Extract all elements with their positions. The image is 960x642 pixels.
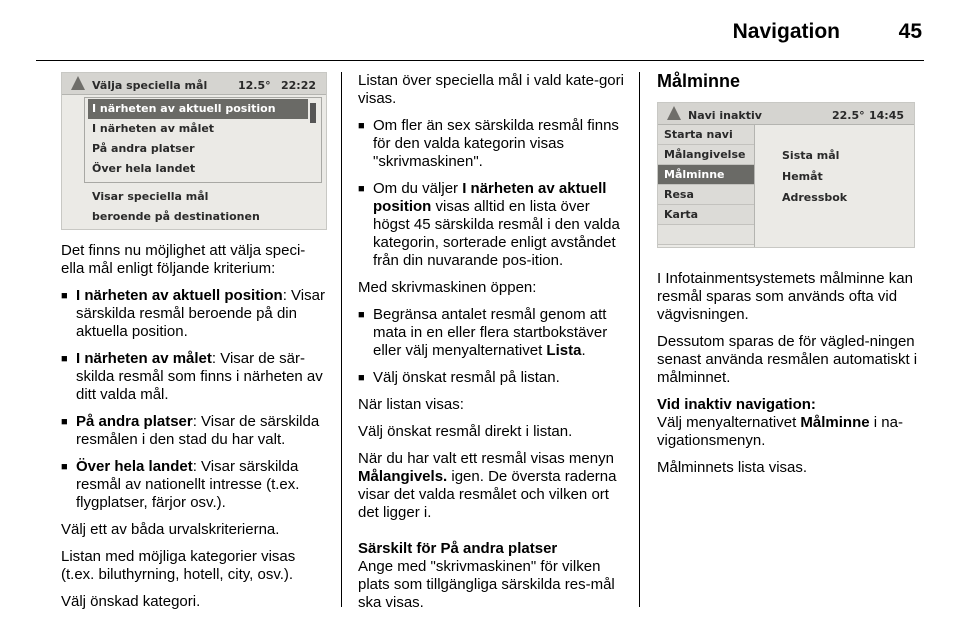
menu-item-trip[interactable]: Resa [658,185,754,205]
paragraph: Välj ett av båda urvalskriterierna. [61,521,280,538]
clock-readout: 22:22 [280,79,316,92]
menu-item-empty [658,225,754,245]
list-item[interactable]: På andra platser [92,142,195,155]
paragraph: Listan med möjliga kategorier visas (t.ex. biluthyrning, hotell, city, osv.). [61,548,296,583]
list-item[interactable]: I närheten av målet [92,122,215,135]
screen-title: Navi inaktiv [688,109,762,122]
paragraph: Dessutom sparas de för vägled-ningen senast använda resmålen automatiskt i målminnet. [657,333,918,386]
memory-options [782,145,847,208]
warning-triangle-icon [71,76,85,90]
bullet-item: ■ Välj önskat resmål på listan. [358,369,624,387]
paragraph: Välj önskad kategori. [61,593,201,610]
menu-item-destination-memory[interactable]: Målminne [658,165,754,185]
list-item[interactable]: Över hela landet [92,162,196,175]
column-divider-1 [341,72,342,607]
scrollbar-thumb[interactable] [310,103,316,123]
paragraph: Listan över speciella mål i vald kate-gori visas. [358,72,624,107]
menu-item-map[interactable]: Karta [658,205,754,225]
bullet-item: ■ I närheten av aktuell position: Visar särskilda resmål beroende på din aktuella position. [61,287,327,341]
screen-footer [92,187,260,227]
intro-paragraph: Det finns nu möjlighet att välja speci-ella mål enligt följande kriterium: [61,242,306,277]
header-rule [36,60,924,61]
section-heading: Målminne [657,71,741,91]
option-address-book[interactable]: Adressbok [782,191,848,204]
bullet-item: ■ Över hela landet: Visar särskilda resmål av nationellt intresse (t.ex. flygplatser, färjor osv.). [61,458,327,512]
option-home[interactable]: Hemåt [782,170,823,183]
screen-status-bar [658,103,914,125]
column-1 [61,72,327,620]
warning-triangle-icon [667,106,681,120]
special-destinations-screen [61,72,327,230]
footer-line: Visar speciella mål [92,190,209,203]
column-2 [358,72,624,621]
column-divider-2 [639,72,640,607]
menu-item-destination-entry[interactable]: Målangivelse [658,145,754,165]
subheading: Särskilt för På andra platser [358,540,558,557]
temperature-readout: 12.5° [238,79,271,92]
menu-divider [754,125,755,247]
section-title: Navigation [732,20,840,43]
temperature-readout: 22.5° [832,109,865,122]
option-last-destinations[interactable]: Sista mål [782,149,840,162]
bullet-item: ■ Begränsa antalet resmål genom att mata in en eller flera startbokstäver eller välj menyalternativet Lista. [358,306,624,360]
screen-status-bar [62,73,326,95]
paragraph: I Infotainmentsystemets målminne kan resmål sparas som används ofta vid vägvisningen. [657,270,913,323]
paragraph: Välj menyalternativet Målminne i na-vigationsmenyn. [657,414,903,449]
screen-title: Välja speciella mål [92,79,208,92]
navigation-menu [658,125,754,245]
subheading: Vid inaktiv navigation: [657,396,816,413]
page-number: 45 [898,20,922,43]
menu-item-start-navi[interactable]: Starta navi [658,125,754,145]
paragraph: När du har valt ett resmål visas menyn Målangivels. igen. De översta raderna visar det valda resmålet och vilken ort det ligger i. [358,450,617,521]
clock-readout: 14:45 [868,109,904,122]
bullet-item: ■ Om du väljer I närheten av aktuell position visas alltid en lista över högst 45 särskilda resmål i den valda kategorin, sorterade enligt avståndet från din nuvarande pos-ition. [358,180,624,270]
paragraph: När listan visas: [358,396,464,413]
footer-line: beroende på destinationen [92,210,260,223]
bullet-item: ■ Om fler än sex särskilda resmål finns för den valda kategorin visas "skrivmaskinen". [358,117,624,171]
paragraph: Välj önskat resmål direkt i listan. [358,423,573,440]
page-header [0,0,960,62]
bullet-item: ■ I närheten av målet: Visar de sär-skilda resmål som finns i närheten av ditt valda mål. [61,350,327,404]
list-item-selected[interactable]: I närheten av aktuell position [88,99,308,119]
paragraph: Ange med "skrivmaskinen" för vilken plats som tillgängliga särskilda res-mål ska visas. [358,558,615,611]
destination-memory-screen [657,102,915,248]
column-3 [657,72,925,486]
paragraph: Målminnets lista visas. [657,459,808,476]
criteria-list [88,99,308,179]
paragraph: Med skrivmaskinen öppen: [358,279,537,296]
bullet-item: ■ På andra platser: Visar de särskilda resmålen i den stad du har valt. [61,413,327,449]
